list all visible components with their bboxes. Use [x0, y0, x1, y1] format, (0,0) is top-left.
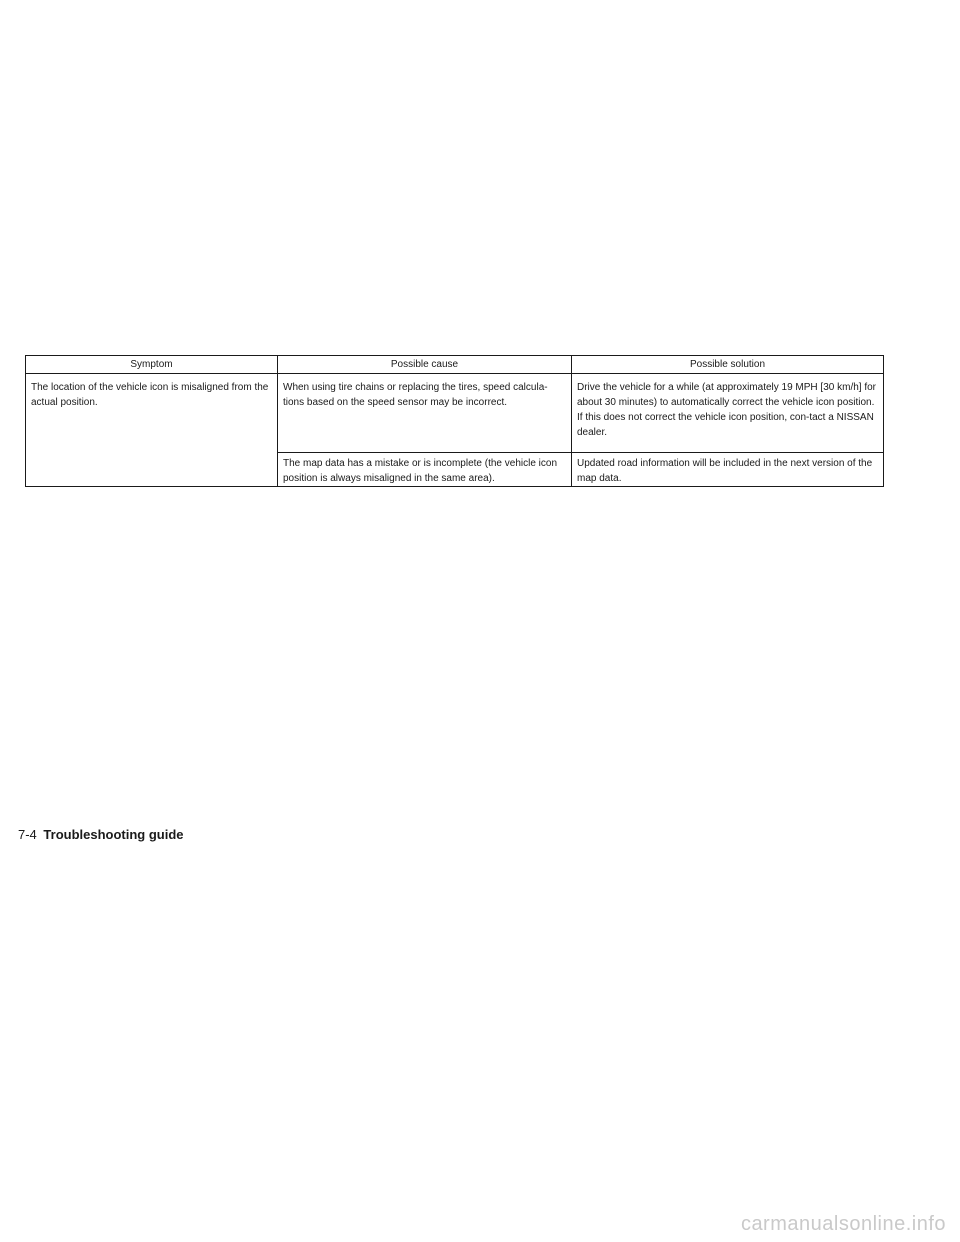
section-title: Troubleshooting guide: [43, 827, 184, 842]
troubleshooting-table: [25, 355, 884, 487]
page-number: 7-4: [18, 827, 37, 842]
solution-cell: Updated road information will be included in the next version of the map data.: [572, 453, 884, 487]
header-possible-cause: Possible cause: [278, 356, 572, 374]
cause-cell: When using tire chains or replacing the tires, speed calcula-tions based on the speed sensor may be incorrect.: [278, 374, 572, 453]
page-footer: [18, 826, 184, 844]
solution-cell: Drive the vehicle for a while (at approximately 19 MPH [30 km/h] for about 30 minutes) to automatically correct the vehicle icon position. If this does not correct the vehicle icon position, con-tact a NISSAN dealer.: [572, 374, 884, 453]
watermark: carmanualsonline.info: [740, 1213, 946, 1235]
header-possible-solution: Possible solution: [572, 356, 884, 374]
cause-cell: The map data has a mistake or is incomplete (the vehicle icon position is always misaligned in the same area).: [278, 453, 572, 487]
header-symptom: Symptom: [26, 356, 278, 374]
table-row: [26, 374, 884, 453]
symptom-cell: The location of the vehicle icon is misaligned from the actual position.: [26, 374, 278, 487]
table-header-row: [26, 356, 884, 374]
